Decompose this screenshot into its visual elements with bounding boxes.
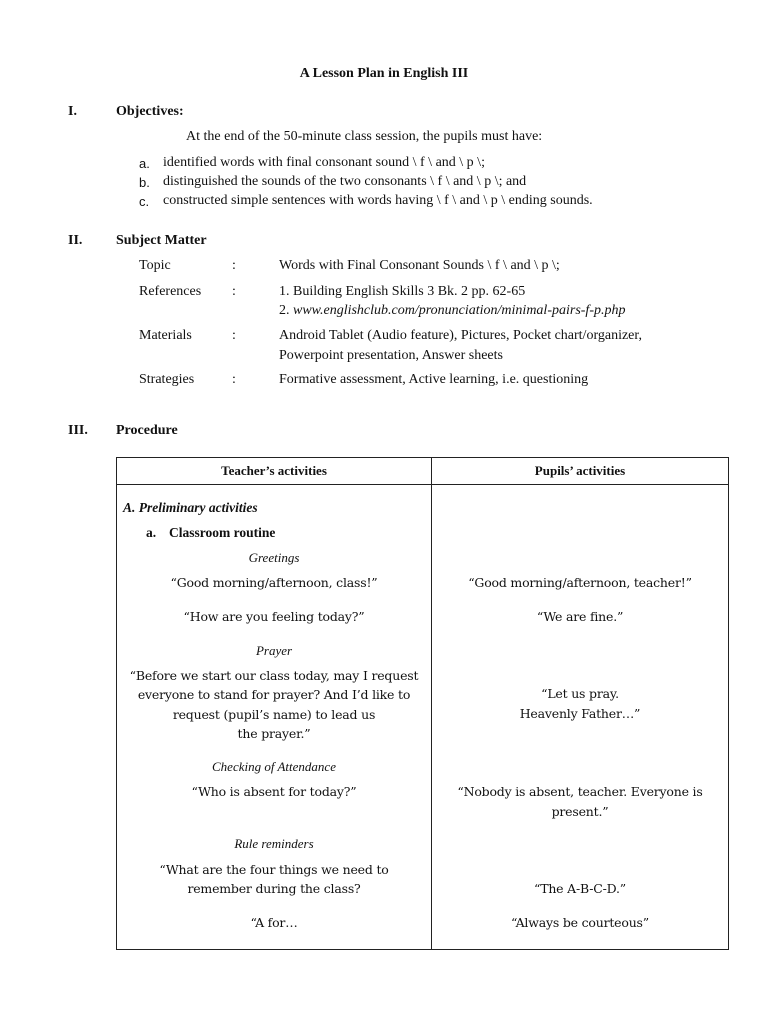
subject-matter-numeral: II.	[68, 233, 83, 248]
objectives-intro: At the end of the 50-minute class session, the pupils must have:	[186, 129, 543, 144]
attendance-answer-pupils-line-1: “Nobody is absent, teacher. Everyone is	[457, 784, 703, 799]
prayer-teacher-line-2: everyone to stand for prayer? And I’d like to	[137, 687, 411, 702]
topic-colon: :	[232, 258, 236, 273]
procedure-heading: Procedure	[116, 423, 178, 438]
attendance-answer-pupils-line-2: present.”	[551, 804, 609, 819]
subject-matter-heading: Subject Matter	[116, 233, 207, 248]
prayer-pupils-line-2: Heavenly Father…”	[519, 706, 641, 721]
greeting-pupils: “Good morning/afternoon, teacher!”	[468, 575, 692, 590]
rules-teacher-line-1: “What are the four things we need to	[159, 862, 389, 877]
teacher-activities-cell	[117, 485, 432, 950]
a-for-teacher: “A for…	[250, 915, 298, 930]
objectives-numeral: I.	[68, 104, 77, 119]
prayer-teacher-line-4: the prayer.”	[237, 726, 311, 741]
reference-website	[279, 303, 626, 319]
preliminary-activities-heading: A. Preliminary activities	[123, 500, 258, 515]
attendance-subheading: Checking of Attendance	[212, 759, 336, 774]
objective-b-letter: b.	[139, 175, 150, 190]
attendance-question-teacher: “Who is absent for today?”	[191, 784, 357, 799]
rules-teacher-line-2: remember during the class?	[187, 881, 361, 896]
rules-answer-pupils: “The A-B-C-D.”	[534, 881, 626, 896]
references-label: References	[139, 284, 202, 299]
strategies-value: Formative assessment, Active learning, i.e. questioning	[279, 372, 589, 387]
reference-url[interactable]: www.englishclub.com/pronunciation/minimal-pairs-f-p.php	[293, 303, 626, 318]
topic-label: Topic	[139, 258, 171, 273]
teacher-activities-header: Teacher’s activities	[117, 458, 432, 485]
page-title: A Lesson Plan in English III	[299, 66, 469, 81]
procedure-table	[116, 457, 728, 948]
prayer-pupils-line-1: “Let us pray.	[541, 686, 619, 701]
pupils-activities-cell	[432, 485, 729, 950]
strategies-label: Strategies	[139, 372, 195, 387]
classroom-routine-heading: Classroom routine	[169, 525, 276, 540]
classroom-routine-letter: a.	[146, 525, 157, 540]
pupils-activities-header: Pupils’ activities	[432, 458, 729, 485]
rule-reminders-subheading: Rule reminders	[234, 836, 314, 851]
objective-c-letter: c.	[139, 194, 150, 209]
objective-a-text: identified words with final consonant sound \ f \ and \ p \;	[163, 155, 485, 170]
feeling-answer-pupils: “We are fine.”	[536, 609, 624, 624]
topic-value: Words with Final Consonant Sounds \ f \ and \ p \;	[279, 258, 560, 273]
materials-line-2: Powerpoint presentation, Answer sheets	[279, 348, 503, 363]
references-colon: :	[232, 284, 236, 299]
objective-b-text: distinguished the sounds of the two consonants \ f \ and \ p \; and	[163, 174, 527, 189]
reference-website-prefix: 2.	[279, 303, 293, 318]
reference-book: 1. Building English Skills 3 Bk. 2 pp. 62-65	[279, 284, 526, 299]
feeling-question-teacher: “How are you feeling today?”	[183, 609, 365, 624]
materials-colon: :	[232, 328, 236, 343]
prayer-teacher-line-3: request (pupil’s name) to lead us	[172, 707, 376, 722]
greeting-teacher: “Good morning/afternoon, class!”	[170, 575, 378, 590]
objective-c-text: constructed simple sentences with words having \ f \ and \ p \ ending sounds.	[163, 193, 593, 208]
greetings-subheading: Greetings	[248, 550, 300, 565]
materials-label: Materials	[139, 328, 192, 343]
procedure-numeral: III.	[68, 423, 88, 438]
prayer-subheading: Prayer	[255, 643, 293, 658]
objectives-heading: Objectives:	[116, 104, 184, 119]
prayer-teacher-line-1: “Before we start our class today, may I request	[129, 668, 419, 683]
a-for-pupils: “Always be courteous”	[511, 915, 649, 930]
materials-line-1: Android Tablet (Audio feature), Pictures, Pocket chart/organizer,	[279, 328, 642, 343]
strategies-colon: :	[232, 372, 236, 387]
objective-a-letter: a.	[139, 156, 150, 171]
